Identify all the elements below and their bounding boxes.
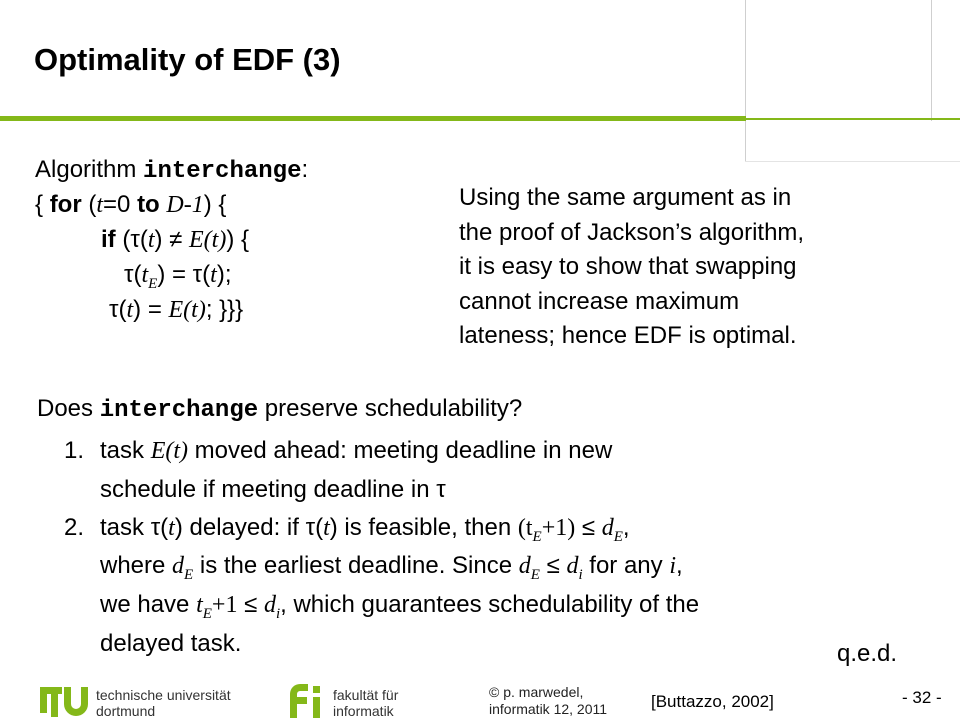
citation: [Buttazzo, 2002] bbox=[651, 692, 774, 711]
list-item-2-line-4: delayed task. bbox=[100, 630, 242, 657]
header-divider-vertical bbox=[745, 0, 746, 162]
list-item-1: 1. task E(t) moved ahead: meeting deadline in new bbox=[64, 437, 613, 464]
copyright-note: © p. marwedel, informatik 12, 2011 bbox=[489, 684, 608, 717]
tu-logo bbox=[40, 683, 92, 717]
list-item-2: 2. task τ(t) delayed: if τ(t) is feasible, then $(t_E+1) \le d_E$, bbox=[64, 514, 630, 545]
fi-logo bbox=[286, 682, 330, 718]
qed-text: q.e.d. bbox=[837, 640, 898, 667]
algorithm-line-1: { for (t=0 to D-1) { bbox=[35, 191, 227, 218]
argument-paragraph bbox=[459, 181, 939, 354]
algorithm-line-4: τ(t) = E(t); }}} bbox=[109, 296, 244, 323]
algorithm-block bbox=[35, 152, 308, 327]
list-item-2-line-3: we have $t_E+1 \le d_i$, which guarantees schedulability of the bbox=[100, 591, 700, 622]
title-underline-right bbox=[746, 118, 960, 120]
paragraph-line: it is easy to show that swapping bbox=[459, 253, 797, 280]
list-item-2-line-2: where $d_E$ is the earliest deadline. Since $d_E \le d_i$ for any i, bbox=[100, 552, 683, 583]
code-interchange: interchange bbox=[143, 158, 302, 185]
code-interchange: interchange bbox=[99, 397, 259, 424]
paragraph-line: Using the same argument as in bbox=[459, 184, 792, 211]
fi-logo-icon bbox=[286, 682, 330, 718]
paragraph-line: lateness; hence EDF is optimal. bbox=[459, 322, 797, 349]
faculty-name: fakultät für informatik bbox=[333, 687, 399, 719]
algorithm-line-3: $\tau(t_E) = \tau(t)$; bbox=[124, 261, 232, 292]
list-item-1-cont: schedule if meeting deadline in τ bbox=[100, 476, 446, 503]
page-number: - 32 - bbox=[902, 688, 942, 707]
tu-logo-icon bbox=[40, 683, 92, 717]
algorithm-label: Algorithm interchange: bbox=[35, 156, 309, 185]
copyright-icon: © bbox=[489, 684, 500, 700]
question-line: Does interchange preserve schedulability? bbox=[37, 395, 523, 424]
slide-title: Optimality of EDF (3) bbox=[34, 42, 341, 77]
header-box-bottom bbox=[745, 161, 960, 162]
header-divider-right bbox=[931, 0, 932, 121]
paragraph-line: cannot increase maximum bbox=[459, 287, 740, 315]
algorithm-line-2: if (τ(t) ≠ E(t)) { bbox=[101, 226, 250, 253]
paragraph-line: the proof of Jackson’s algorithm, bbox=[459, 218, 805, 246]
university-name: technische universität dortmund bbox=[96, 687, 231, 719]
title-underline bbox=[0, 116, 746, 121]
